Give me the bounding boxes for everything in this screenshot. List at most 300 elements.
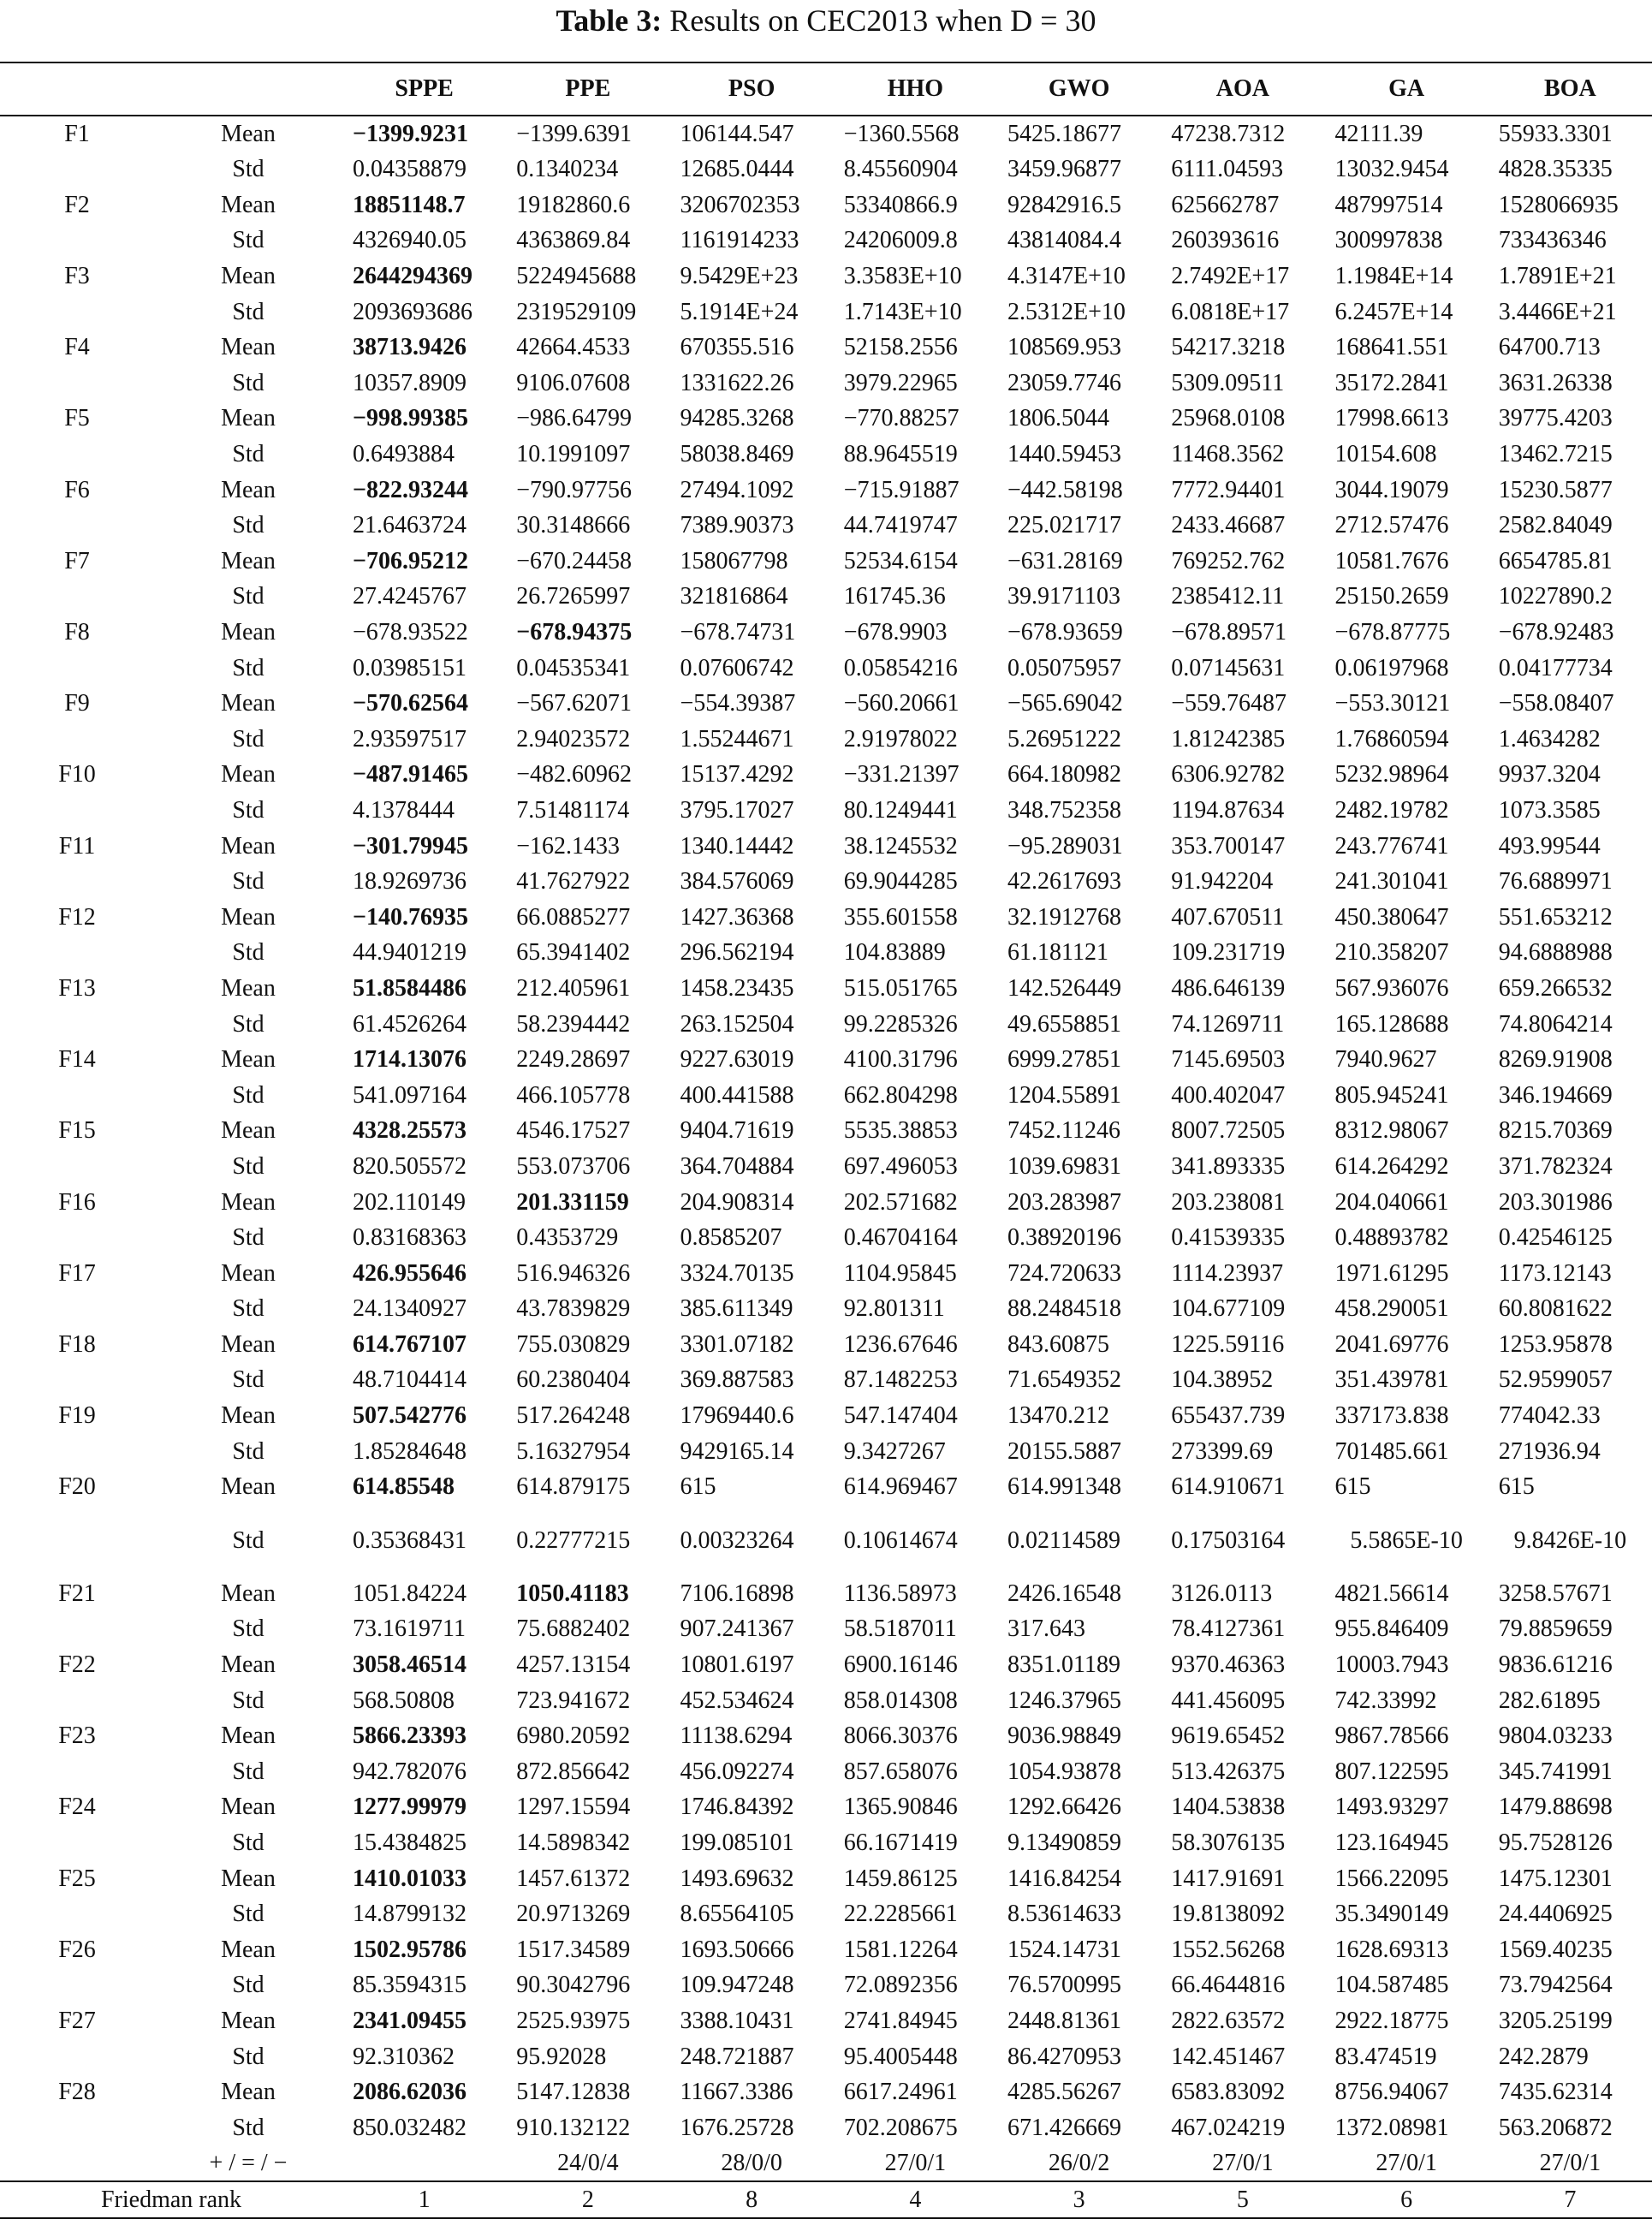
value-cell: 271936.94 bbox=[1498, 1437, 1601, 1465]
stat-label: Std bbox=[232, 1152, 264, 1180]
value-cell: 655437.739 bbox=[1171, 1402, 1286, 1430]
value-cell: 27.4245767 bbox=[353, 583, 466, 610]
value-cell: 1493.93297 bbox=[1334, 1794, 1449, 1821]
value-cell: 106144.547 bbox=[680, 121, 794, 147]
value-cell: 1246.37965 bbox=[1007, 1687, 1121, 1714]
table-row bbox=[0, 330, 1652, 366]
value-cell: 5.16327954 bbox=[516, 1437, 631, 1465]
value-cell: 486.646139 bbox=[1171, 974, 1286, 1002]
value-cell: 1.1984E+14 bbox=[1334, 263, 1453, 290]
wtl-value: 27/0/1 bbox=[1212, 2150, 1274, 2177]
value-cell: 701485.661 bbox=[1334, 1437, 1449, 1465]
value-cell: −678.94375 bbox=[516, 619, 633, 646]
function-label bbox=[0, 1896, 154, 1932]
stat-label: Mean bbox=[221, 832, 276, 860]
value-cell: −565.69042 bbox=[1007, 690, 1123, 717]
value-cell: 47238.7312 bbox=[1171, 121, 1286, 147]
value-cell: 452.534624 bbox=[680, 1687, 794, 1714]
stat-label: Mean bbox=[221, 1794, 276, 1821]
value-cell: −1399.9231 bbox=[353, 121, 468, 147]
value-cell: 76.6889971 bbox=[1498, 868, 1613, 895]
value-cell: 3258.57671 bbox=[1498, 1580, 1613, 1607]
value-cell: 26.7265997 bbox=[516, 583, 631, 610]
value-cell: 9836.61216 bbox=[1498, 1651, 1613, 1679]
value-cell: 2482.19782 bbox=[1334, 796, 1449, 824]
value-cell: −95.289031 bbox=[1007, 832, 1123, 860]
stat-label: Std bbox=[232, 2043, 264, 2070]
value-cell: 2.93597517 bbox=[353, 725, 466, 753]
value-cell: −301.79945 bbox=[353, 832, 468, 860]
value-cell: −678.87775 bbox=[1334, 619, 1451, 646]
value-cell: −570.62564 bbox=[353, 690, 468, 717]
value-cell: 30.3148666 bbox=[516, 512, 631, 539]
stat-label: Std bbox=[232, 939, 264, 967]
stat-label: Std bbox=[232, 1437, 264, 1465]
function-label bbox=[0, 1006, 154, 1042]
value-cell: 1236.67646 bbox=[843, 1330, 958, 1358]
value-cell: 355.601558 bbox=[843, 903, 958, 931]
value-cell: 9227.63019 bbox=[680, 1046, 794, 1074]
value-cell: 88.2484518 bbox=[1007, 1295, 1121, 1323]
value-cell: 0.05854216 bbox=[843, 654, 958, 681]
value-cell: 15.4384825 bbox=[353, 1829, 466, 1857]
friedman-value: 2 bbox=[581, 2186, 594, 2214]
value-cell: 0.83168363 bbox=[353, 1224, 466, 1252]
value-cell: −487.91465 bbox=[353, 761, 468, 788]
value-cell: 61.4526264 bbox=[353, 1010, 466, 1038]
value-cell: 774042.33 bbox=[1498, 1402, 1601, 1430]
value-cell: 614.767107 bbox=[353, 1330, 466, 1358]
value-cell: 60.8081622 bbox=[1498, 1295, 1613, 1323]
value-cell: 2922.18775 bbox=[1334, 2007, 1449, 2034]
value-cell: 3126.0113 bbox=[1171, 1580, 1273, 1607]
value-cell: 20.9713269 bbox=[516, 1901, 631, 1928]
value-cell: 1676.25728 bbox=[680, 2114, 794, 2141]
value-cell: 1104.95845 bbox=[843, 1259, 957, 1287]
value-cell: 19.8138092 bbox=[1171, 1901, 1286, 1928]
function-label bbox=[0, 1149, 154, 1185]
value-cell: 15230.5877 bbox=[1498, 476, 1613, 503]
value-cell: 517.264248 bbox=[516, 1402, 631, 1430]
table-row bbox=[0, 935, 1652, 971]
value-cell: 66.4644816 bbox=[1171, 1972, 1286, 1999]
table-row bbox=[0, 757, 1652, 793]
value-cell: −678.74731 bbox=[680, 619, 796, 646]
value-cell: 79.8859659 bbox=[1498, 1615, 1613, 1643]
value-cell: 4326940.05 bbox=[353, 227, 466, 254]
value-cell: 65.3941402 bbox=[516, 939, 631, 967]
value-cell: 8269.91908 bbox=[1498, 1046, 1613, 1074]
value-cell: 2.7492E+17 bbox=[1171, 263, 1290, 290]
value-cell: 513.426375 bbox=[1171, 1758, 1286, 1785]
value-cell: 458.290051 bbox=[1334, 1295, 1449, 1323]
function-label: F16 bbox=[58, 1188, 96, 1216]
stat-label: Mean bbox=[221, 1402, 276, 1430]
value-cell: 142.451467 bbox=[1171, 2043, 1286, 2070]
value-cell: 697.496053 bbox=[843, 1152, 958, 1180]
value-cell: 466.105778 bbox=[516, 1081, 631, 1109]
function-label: F23 bbox=[58, 1722, 96, 1750]
wtl-value: 27/0/1 bbox=[1376, 2150, 1437, 2177]
table-row bbox=[0, 1789, 1652, 1825]
table-row bbox=[0, 1505, 1652, 1576]
stat-label: Mean bbox=[221, 476, 276, 503]
function-label: F10 bbox=[58, 761, 96, 788]
header-ppe: PPE bbox=[565, 75, 611, 102]
value-cell: 614.264292 bbox=[1334, 1152, 1449, 1180]
stat-label: Mean bbox=[221, 690, 276, 717]
value-cell: 168641.551 bbox=[1334, 334, 1449, 361]
friedman-row bbox=[0, 2181, 1652, 2218]
value-cell: 671.426669 bbox=[1007, 2114, 1121, 2141]
friedman-label: Friedman rank bbox=[100, 2186, 242, 2214]
value-cell: 1417.91691 bbox=[1171, 1865, 1286, 1892]
value-cell: 353.700147 bbox=[1171, 832, 1286, 860]
value-cell: 0.46704164 bbox=[843, 1224, 958, 1252]
value-cell: −560.20661 bbox=[843, 690, 960, 717]
header-blank bbox=[154, 62, 342, 116]
table-row bbox=[0, 899, 1652, 935]
value-cell: −567.62071 bbox=[516, 690, 633, 717]
caption-text: Results on CEC2013 when D = 30 bbox=[662, 3, 1096, 38]
table-row bbox=[0, 971, 1652, 1007]
value-cell: 5.1914E+24 bbox=[680, 298, 799, 325]
stat-label: Mean bbox=[221, 1865, 276, 1892]
table-row bbox=[0, 1860, 1652, 1896]
value-cell: 12685.0444 bbox=[680, 156, 794, 183]
value-cell: 4.3147E+10 bbox=[1007, 263, 1126, 290]
stat-label: Mean bbox=[221, 1330, 276, 1358]
value-cell: 10227890.2 bbox=[1498, 583, 1613, 610]
table-row bbox=[0, 1220, 1652, 1256]
value-cell: 58.3076135 bbox=[1171, 1829, 1286, 1857]
wtl-label: + / = / − bbox=[209, 2150, 288, 2177]
value-cell: 351.439781 bbox=[1334, 1366, 1449, 1394]
value-cell: 35172.2841 bbox=[1334, 369, 1449, 396]
value-cell: 0.42546125 bbox=[1498, 1224, 1613, 1252]
value-cell: 568.50808 bbox=[353, 1687, 455, 1714]
value-cell: 3795.17027 bbox=[680, 796, 794, 824]
value-cell: 243.776741 bbox=[1334, 832, 1449, 860]
value-cell: 11667.3386 bbox=[680, 2079, 793, 2106]
table-row bbox=[0, 116, 1652, 152]
value-cell: −770.88257 bbox=[843, 405, 960, 432]
value-cell: 670355.516 bbox=[680, 334, 794, 361]
stat-label: Std bbox=[232, 1758, 264, 1785]
value-cell: 0.6493884 bbox=[353, 441, 455, 468]
table-row bbox=[0, 1149, 1652, 1185]
value-cell: 0.00323264 bbox=[680, 1526, 794, 1554]
value-cell: 1566.22095 bbox=[1334, 1865, 1449, 1892]
value-cell: 1292.66426 bbox=[1007, 1794, 1121, 1821]
header-row bbox=[0, 62, 1652, 116]
value-cell: 2525.93975 bbox=[516, 2007, 631, 2034]
function-label bbox=[0, 437, 154, 473]
stat-label: Std bbox=[232, 725, 264, 753]
function-label: F2 bbox=[64, 191, 90, 218]
stat-label: Std bbox=[232, 1972, 264, 1999]
value-cell: 5309.09511 bbox=[1171, 369, 1285, 396]
function-label: F26 bbox=[58, 1936, 96, 1963]
value-cell: 2.91978022 bbox=[843, 725, 958, 753]
value-cell: 2.94023572 bbox=[516, 725, 631, 753]
value-cell: 0.48893782 bbox=[1334, 1224, 1449, 1252]
table-row bbox=[0, 1576, 1652, 1612]
value-cell: −678.92483 bbox=[1498, 619, 1614, 646]
value-cell: −558.08407 bbox=[1498, 690, 1614, 717]
stat-label: Std bbox=[232, 1901, 264, 1928]
value-cell: 1.85284648 bbox=[353, 1437, 466, 1465]
value-cell: −986.64799 bbox=[516, 405, 633, 432]
value-cell: 5.26951222 bbox=[1007, 725, 1121, 753]
value-cell: 2385412.11 bbox=[1171, 583, 1285, 610]
function-label bbox=[0, 1611, 154, 1647]
function-label: F15 bbox=[58, 1117, 96, 1145]
value-cell: 300997838 bbox=[1334, 227, 1443, 254]
value-cell: 1459.86125 bbox=[843, 1865, 958, 1892]
value-cell: 76.5700995 bbox=[1007, 1972, 1121, 1999]
table-row bbox=[0, 686, 1652, 722]
value-cell: 104.38952 bbox=[1171, 1366, 1274, 1394]
stat-label: Mean bbox=[221, 2007, 276, 2034]
value-cell: 441.456095 bbox=[1171, 1687, 1286, 1714]
table-row bbox=[0, 1042, 1652, 1078]
value-cell: 614.85548 bbox=[353, 1473, 455, 1501]
value-cell: 0.35368431 bbox=[353, 1526, 466, 1554]
stat-label: Std bbox=[232, 298, 264, 325]
value-cell: 263.152504 bbox=[680, 1010, 794, 1038]
value-cell: 4100.31796 bbox=[843, 1046, 958, 1074]
function-label: F20 bbox=[58, 1473, 96, 1501]
value-cell: 0.07606742 bbox=[680, 654, 794, 681]
value-cell: 90.3042796 bbox=[516, 1972, 631, 1999]
value-cell: 44.7419747 bbox=[843, 512, 958, 539]
value-cell: 92.310362 bbox=[353, 2043, 455, 2070]
value-cell: 86.4270953 bbox=[1007, 2043, 1121, 2070]
value-cell: 0.22777215 bbox=[516, 1526, 631, 1554]
results-table bbox=[0, 62, 1652, 2219]
stat-label: Mean bbox=[221, 2079, 276, 2106]
value-cell: 109.231719 bbox=[1171, 939, 1286, 967]
value-cell: 13470.212 bbox=[1007, 1402, 1109, 1430]
value-cell: 6654785.81 bbox=[1498, 547, 1613, 574]
value-cell: 4328.25573 bbox=[353, 1117, 466, 1145]
value-cell: 3206702353 bbox=[680, 191, 800, 218]
value-cell: 1458.23435 bbox=[680, 974, 794, 1002]
table-row bbox=[0, 1932, 1652, 1968]
value-cell: 0.10614674 bbox=[843, 1526, 958, 1554]
table-row bbox=[0, 579, 1652, 615]
value-cell: 3979.22965 bbox=[843, 369, 958, 396]
table-row bbox=[0, 1433, 1652, 1469]
value-cell: 567.936076 bbox=[1334, 974, 1449, 1002]
value-cell: 541.097164 bbox=[353, 1081, 466, 1109]
function-label: F19 bbox=[58, 1402, 96, 1430]
function-label bbox=[0, 294, 154, 330]
function-label bbox=[0, 152, 154, 187]
value-cell: 341.893335 bbox=[1171, 1152, 1286, 1180]
value-cell: 551.653212 bbox=[1498, 903, 1613, 931]
function-label: F14 bbox=[58, 1046, 96, 1074]
value-cell: 1479.88698 bbox=[1498, 1794, 1613, 1821]
value-cell: 3.4466E+21 bbox=[1498, 298, 1617, 325]
function-label: F11 bbox=[58, 832, 96, 860]
value-cell: 1297.15594 bbox=[516, 1794, 631, 1821]
value-cell: 9804.03233 bbox=[1498, 1722, 1613, 1750]
stat-label: Std bbox=[232, 1526, 264, 1554]
value-cell: 7145.69503 bbox=[1171, 1046, 1286, 1074]
table-header bbox=[0, 62, 1652, 116]
header-hho: HHO bbox=[887, 75, 944, 102]
value-cell: 1746.84392 bbox=[680, 1794, 794, 1821]
value-cell: 19182860.6 bbox=[516, 191, 631, 218]
function-label: F25 bbox=[58, 1865, 96, 1892]
value-cell: 3324.70135 bbox=[680, 1259, 794, 1287]
value-cell: 1136.58973 bbox=[843, 1580, 957, 1607]
value-cell: 942.782076 bbox=[353, 1758, 466, 1785]
wtl-spacer bbox=[0, 2145, 154, 2181]
value-cell: 3044.19079 bbox=[1334, 476, 1449, 503]
value-cell: 99.2285326 bbox=[843, 1010, 958, 1038]
function-label bbox=[0, 508, 154, 544]
friedman-value: 1 bbox=[418, 2186, 431, 2214]
value-cell: −1399.6391 bbox=[516, 121, 633, 147]
value-cell: 18.9269736 bbox=[353, 868, 466, 895]
function-label bbox=[0, 1220, 154, 1256]
value-cell: 3205.25199 bbox=[1498, 2007, 1613, 2034]
function-label: F12 bbox=[58, 903, 96, 931]
value-cell: −554.39387 bbox=[680, 690, 796, 717]
value-cell: 104.587485 bbox=[1334, 1972, 1449, 1999]
value-cell: 6617.24961 bbox=[843, 2079, 958, 2106]
value-cell: 4363869.84 bbox=[516, 227, 631, 254]
value-cell: 6583.83092 bbox=[1171, 2079, 1286, 2106]
value-cell: 516.946326 bbox=[516, 1259, 631, 1287]
value-cell: 872.856642 bbox=[516, 1758, 631, 1785]
value-cell: 74.1269711 bbox=[1171, 1010, 1285, 1038]
value-cell: 1569.40235 bbox=[1498, 1936, 1613, 1963]
value-cell: 614.910671 bbox=[1171, 1473, 1286, 1501]
value-cell: 10154.608 bbox=[1334, 441, 1437, 468]
stat-label: Std bbox=[232, 1081, 264, 1109]
table-row bbox=[0, 366, 1652, 402]
value-cell: 369.887583 bbox=[680, 1366, 794, 1394]
value-cell: 2341.09455 bbox=[353, 2007, 466, 2034]
value-cell: 724.720633 bbox=[1007, 1259, 1121, 1287]
value-cell: 52.9599057 bbox=[1498, 1366, 1613, 1394]
value-cell: 9619.65452 bbox=[1171, 1722, 1286, 1750]
value-cell: −162.1433 bbox=[516, 832, 621, 860]
value-cell: 24206009.8 bbox=[843, 227, 958, 254]
value-cell: 1277.99979 bbox=[353, 1794, 466, 1821]
stat-label: Mean bbox=[221, 1580, 276, 1607]
value-cell: 10.1991097 bbox=[516, 441, 631, 468]
value-cell: 54217.3218 bbox=[1171, 334, 1286, 361]
value-cell: 8756.94067 bbox=[1334, 2079, 1449, 2106]
value-cell: 55933.3301 bbox=[1498, 121, 1613, 147]
stat-label: Mean bbox=[221, 121, 276, 147]
value-cell: 5866.23393 bbox=[353, 1722, 466, 1750]
value-cell: 345.741991 bbox=[1498, 1758, 1613, 1785]
value-cell: 1493.69632 bbox=[680, 1865, 794, 1892]
function-label: F24 bbox=[58, 1794, 96, 1821]
value-cell: 94285.3268 bbox=[680, 405, 794, 432]
wtl-value: 28/0/0 bbox=[721, 2150, 782, 2177]
value-cell: 1073.3585 bbox=[1498, 796, 1601, 824]
value-cell: −442.58198 bbox=[1007, 476, 1123, 503]
stat-label: Std bbox=[232, 583, 264, 610]
value-cell: 66.1671419 bbox=[843, 1829, 958, 1857]
value-cell: 71.6549352 bbox=[1007, 1366, 1121, 1394]
value-cell: 907.241367 bbox=[680, 1615, 794, 1643]
value-cell: 8312.98067 bbox=[1334, 1117, 1449, 1145]
value-cell: 910.132122 bbox=[516, 2114, 631, 2141]
value-cell: 6.2457E+14 bbox=[1334, 298, 1453, 325]
value-cell: 0.04358879 bbox=[353, 156, 466, 183]
stat-label: Std bbox=[232, 369, 264, 396]
value-cell: 95.4005448 bbox=[843, 2043, 958, 2070]
function-label bbox=[0, 2038, 154, 2074]
value-cell: −678.9903 bbox=[843, 619, 948, 646]
value-cell: 1.76860594 bbox=[1334, 725, 1449, 753]
value-cell: 0.04177734 bbox=[1498, 654, 1613, 681]
value-cell: 7940.9627 bbox=[1334, 1046, 1437, 1074]
function-label bbox=[0, 1077, 154, 1113]
value-cell: 1581.12264 bbox=[843, 1936, 958, 1963]
value-cell: 92842916.5 bbox=[1007, 191, 1121, 218]
value-cell: 9106.07608 bbox=[516, 369, 631, 396]
value-cell: 3459.96877 bbox=[1007, 156, 1121, 183]
value-cell: 225.021717 bbox=[1007, 512, 1121, 539]
function-label bbox=[0, 864, 154, 900]
value-cell: −482.60962 bbox=[516, 761, 633, 788]
value-cell: 43814084.4 bbox=[1007, 227, 1121, 254]
value-cell: 1806.5044 bbox=[1007, 405, 1109, 432]
value-cell: 337173.838 bbox=[1334, 1402, 1449, 1430]
table-row bbox=[0, 1184, 1652, 1220]
wtl-value: 24/0/4 bbox=[557, 2150, 619, 2177]
value-cell: 9.3427267 bbox=[843, 1437, 946, 1465]
value-cell: 1693.50666 bbox=[680, 1936, 794, 1963]
value-cell: 8.53614633 bbox=[1007, 1901, 1121, 1928]
value-cell: 1528066935 bbox=[1498, 191, 1619, 218]
value-cell: 6999.27851 bbox=[1007, 1046, 1121, 1074]
value-cell: 43.7839829 bbox=[516, 1295, 631, 1323]
value-cell: 1457.61372 bbox=[516, 1865, 631, 1892]
value-cell: 1416.84254 bbox=[1007, 1865, 1121, 1892]
value-cell: 10357.8909 bbox=[353, 369, 466, 396]
value-cell: 1039.69831 bbox=[1007, 1152, 1121, 1180]
value-cell: 1194.87634 bbox=[1171, 796, 1285, 824]
value-cell: 0.4353729 bbox=[516, 1224, 619, 1252]
value-cell: 95.7528126 bbox=[1498, 1829, 1613, 1857]
value-cell: 1050.41183 bbox=[516, 1580, 629, 1607]
stat-label: Mean bbox=[221, 761, 276, 788]
table-row bbox=[0, 472, 1652, 508]
function-label: F22 bbox=[58, 1651, 96, 1679]
function-label bbox=[0, 366, 154, 402]
function-label: F8 bbox=[64, 619, 90, 646]
value-cell: 78.4127361 bbox=[1171, 1615, 1286, 1643]
value-cell: −553.30121 bbox=[1334, 690, 1451, 717]
value-cell: −140.76935 bbox=[353, 903, 468, 931]
value-cell: 64700.713 bbox=[1498, 334, 1601, 361]
value-cell: 858.014308 bbox=[843, 1687, 958, 1714]
value-cell: 17969440.6 bbox=[680, 1402, 794, 1430]
value-cell: 242.2879 bbox=[1498, 2043, 1589, 2070]
value-cell: 1.81242385 bbox=[1171, 725, 1286, 753]
value-cell: 74.8064214 bbox=[1498, 1010, 1613, 1038]
